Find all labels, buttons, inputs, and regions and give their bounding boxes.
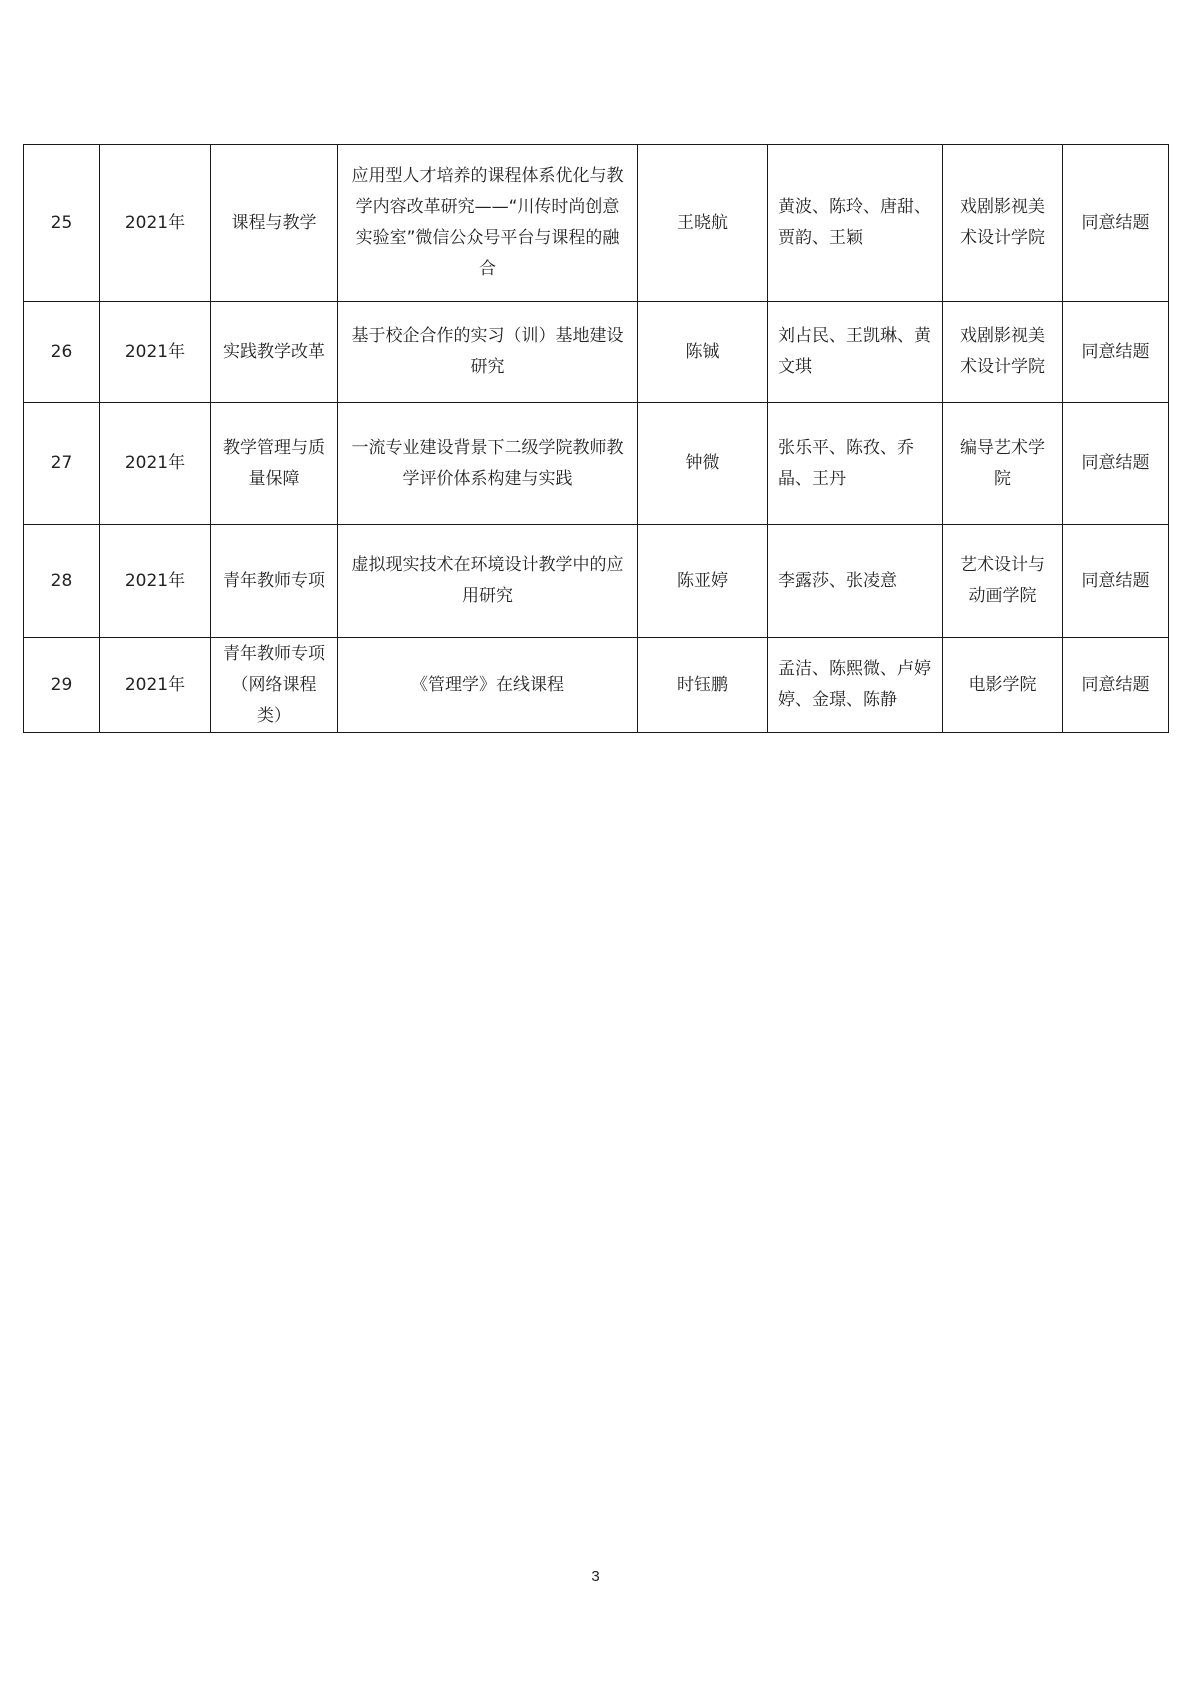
- table-row: [24, 638, 1169, 733]
- project-year: 2021年: [100, 525, 211, 638]
- project-members: 黄波、陈玲、唐甜、贾韵、王颖: [768, 145, 943, 302]
- row-number: 26: [24, 302, 100, 403]
- review-result: 同意结题: [1063, 302, 1169, 403]
- project-department: 艺术设计与动画学院: [943, 525, 1063, 638]
- project-department: 编导艺术学院: [943, 403, 1063, 525]
- review-result: 同意结题: [1063, 638, 1169, 733]
- project-category: 教学管理与质量保障: [211, 403, 338, 525]
- row-number: 29: [24, 638, 100, 733]
- project-members: 张乐平、陈孜、乔晶、王丹: [768, 403, 943, 525]
- project-members: 刘占民、王凯琳、黄文琪: [768, 302, 943, 403]
- project-members: 孟洁、陈熙微、卢婷婷、金璟、陈静: [768, 638, 943, 733]
- row-number: 28: [24, 525, 100, 638]
- project-category: 青年教师专项（网络课程类）: [211, 638, 338, 733]
- review-result: 同意结题: [1063, 525, 1169, 638]
- page-number: 3: [591, 1568, 600, 1585]
- project-leader: 陈铖: [638, 302, 768, 403]
- project-members: 李露莎、张凌意: [768, 525, 943, 638]
- project-year: 2021年: [100, 145, 211, 302]
- table-row: [24, 403, 1169, 525]
- table-row: [24, 302, 1169, 403]
- review-result: 同意结题: [1063, 145, 1169, 302]
- table-row: [24, 145, 1169, 302]
- project-department: 电影学院: [943, 638, 1063, 733]
- project-year: 2021年: [100, 638, 211, 733]
- project-title: 《管理学》在线课程: [338, 638, 638, 733]
- row-number: 25: [24, 145, 100, 302]
- row-number: 27: [24, 403, 100, 525]
- project-title: 一流专业建设背景下二级学院教师教学评价体系构建与实践: [338, 403, 638, 525]
- project-leader: 王晓航: [638, 145, 768, 302]
- project-department: 戏剧影视美术设计学院: [943, 302, 1063, 403]
- project-year: 2021年: [100, 302, 211, 403]
- project-title: 应用型人才培养的课程体系优化与教学内容改革研究——“川传时尚创意实验室”微信公众号平台与课程的融合: [338, 145, 638, 302]
- review-result: 同意结题: [1063, 403, 1169, 525]
- project-table: [23, 144, 1169, 733]
- project-leader: 陈亚婷: [638, 525, 768, 638]
- project-leader: 钟微: [638, 403, 768, 525]
- project-department: 戏剧影视美术设计学院: [943, 145, 1063, 302]
- project-category: 青年教师专项: [211, 525, 338, 638]
- project-title: 基于校企合作的实习（训）基地建设研究: [338, 302, 638, 403]
- project-title: 虚拟现实技术在环境设计教学中的应用研究: [338, 525, 638, 638]
- project-category: 实践教学改革: [211, 302, 338, 403]
- table-row: [24, 525, 1169, 638]
- project-category: 课程与教学: [211, 145, 338, 302]
- project-leader: 时钰鹏: [638, 638, 768, 733]
- project-year: 2021年: [100, 403, 211, 525]
